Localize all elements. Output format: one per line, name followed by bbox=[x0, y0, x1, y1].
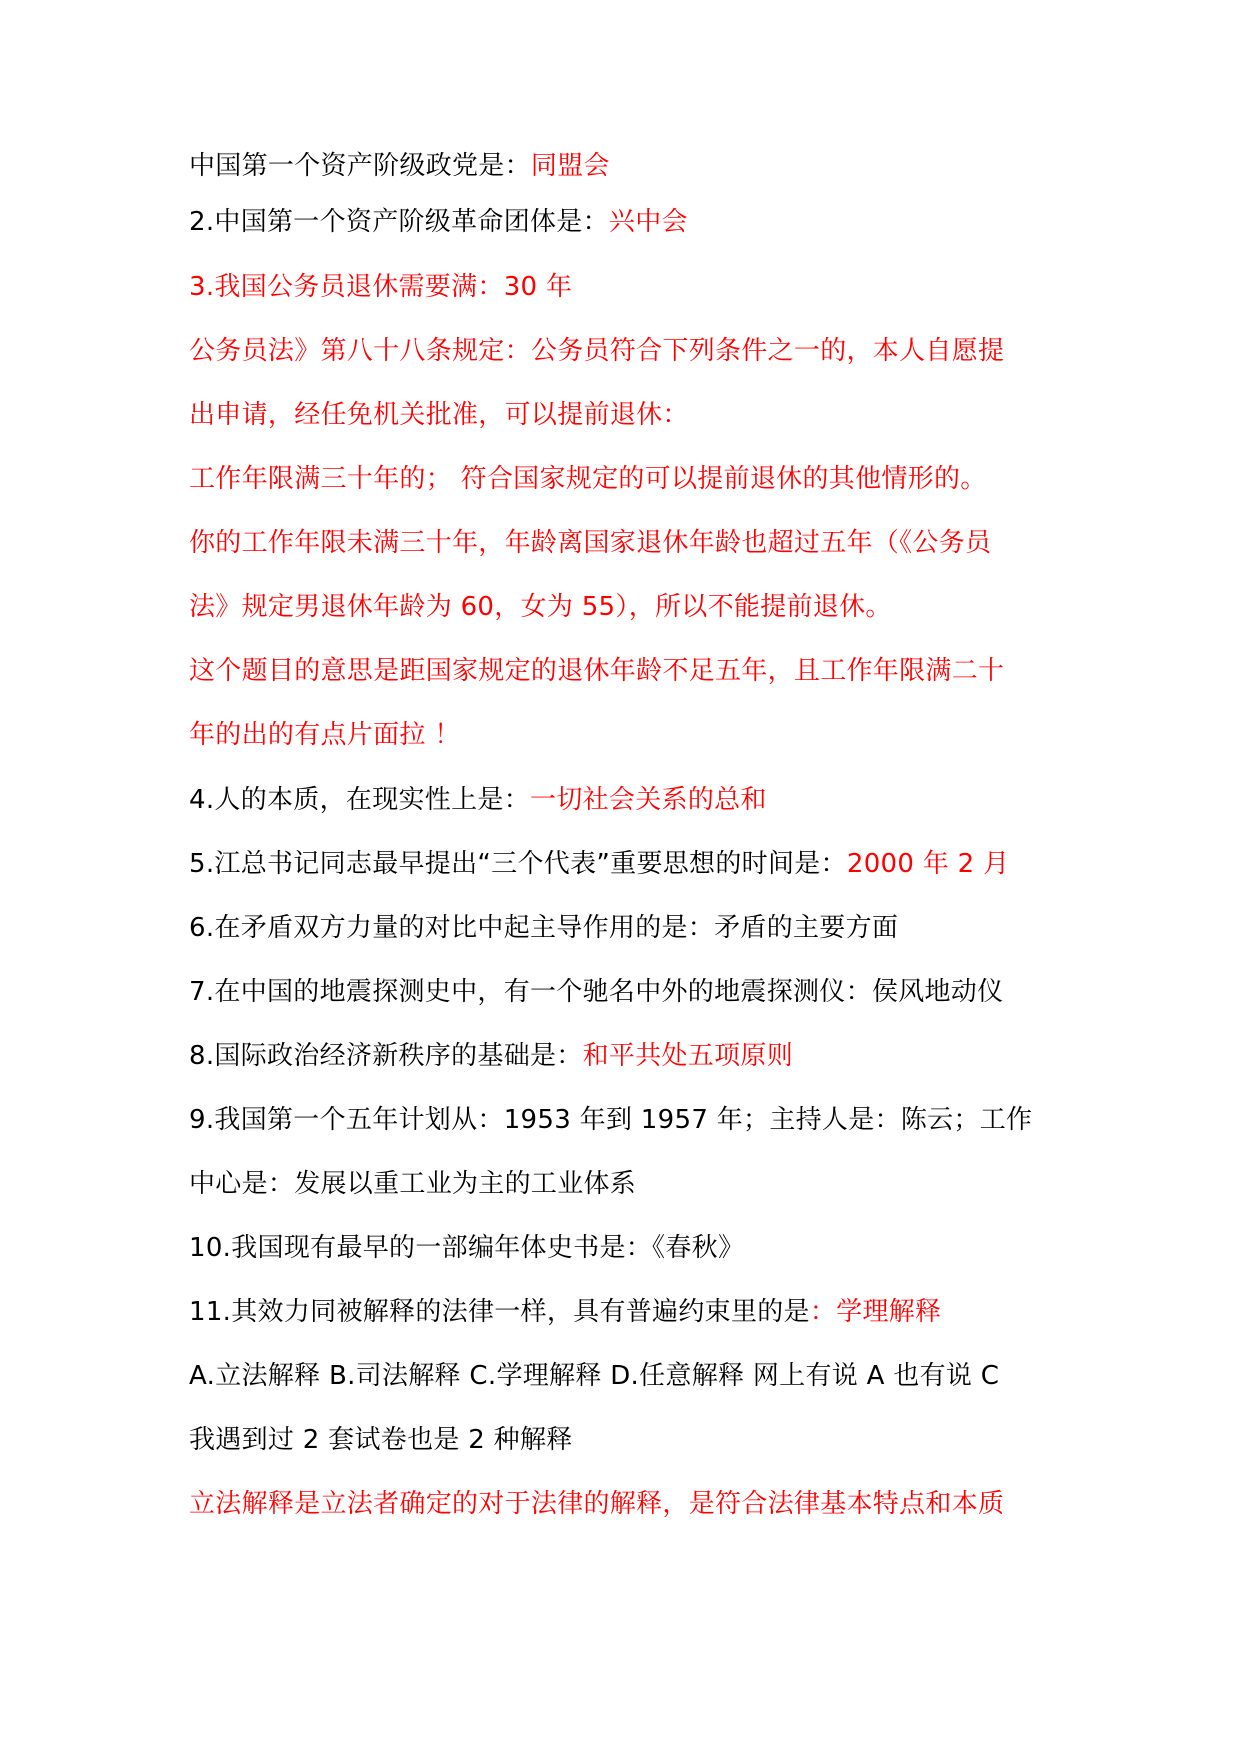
line-text: 6.在矛盾双方力量的对比中起主导作用的是：矛盾的主要方面 bbox=[189, 913, 899, 943]
line-text: 11.其效力同被解释的法律一样，具有普遍约束里的是 bbox=[189, 1297, 810, 1327]
line-text: 2.中国第一个资产阶级革命团体是： bbox=[189, 207, 609, 237]
text-line bbox=[189, 269, 1069, 305]
answer-text: 公务员法》第八十八条规定：公务员符合下列条件之一的，本人自愿提 bbox=[189, 336, 1005, 366]
answer-text: ：学理解释 bbox=[809, 1297, 942, 1327]
line-text: 5.江总书记同志最早提出“三个代表”重要思想的时间是： bbox=[189, 849, 847, 879]
text-line bbox=[189, 1038, 1069, 1074]
answer-text: 你的工作年限未满三十年，年龄离国家退休年龄也超过五年（《公务员 bbox=[189, 528, 992, 558]
text-line bbox=[189, 1358, 1069, 1394]
line-text: 我遇到过 2 套试卷也是 2 种解释 bbox=[189, 1425, 573, 1455]
text-line bbox=[189, 910, 1069, 946]
text-line bbox=[189, 525, 1069, 561]
text-line bbox=[189, 1294, 1069, 1330]
answer-text: 一切社会关系的总和 bbox=[530, 785, 767, 815]
line-text: 中心是：发展以重工业为主的工业体系 bbox=[189, 1169, 637, 1199]
text-line bbox=[189, 717, 1069, 753]
text-line bbox=[189, 1166, 1069, 1202]
text-line bbox=[189, 1230, 1069, 1266]
line-text: 中国第一个资产阶级政党是： bbox=[189, 151, 531, 181]
text-line bbox=[189, 333, 1069, 369]
text-line bbox=[189, 1422, 1069, 1458]
text-line bbox=[189, 782, 1069, 818]
text-line bbox=[189, 589, 1069, 625]
line-text: A.立法解释 B.司法解释 C.学理解释 D.任意解释 网上有说 A 也有说 C bbox=[189, 1361, 1000, 1391]
text-line bbox=[189, 461, 1069, 497]
answer-text: 这个题目的意思是距国家规定的退休年龄不足五年，且工作年限满二十 bbox=[189, 656, 1005, 686]
answer-text: 工作年限满三十年的； 符合国家规定的可以提前退休的其他情形的。 bbox=[189, 464, 987, 494]
text-line bbox=[189, 1102, 1069, 1138]
answer-text: 和平共处五项原则 bbox=[582, 1041, 794, 1071]
answer-text: 同盟会 bbox=[530, 151, 610, 181]
line-text: 10.我国现有最早的一部编年体史书是：《春秋》 bbox=[189, 1233, 745, 1263]
answer-text: 2000 年 2 月 bbox=[846, 849, 1010, 879]
text-line bbox=[189, 1486, 1069, 1522]
text-line bbox=[189, 148, 1069, 184]
answer-text: 法》规定男退休年龄为 60，女为 55），所以不能提前退休。 bbox=[189, 592, 892, 622]
answer-text: 年的出的有点片面拉 ！ bbox=[189, 720, 461, 750]
line-text: 9.我国第一个五年计划从：1953 年到 1957 年；主持人是：陈云；工作 bbox=[189, 1105, 1033, 1135]
answer-text: 出申请，经任免机关批准，可以提前退休： bbox=[189, 400, 689, 430]
text-line bbox=[189, 974, 1069, 1010]
line-text: 8.国际政治经济新秩序的基础是： bbox=[189, 1041, 583, 1071]
line-text: 7.在中国的地震探测史中，有一个驰名中外的地震探测仪：侯风地动仪 bbox=[189, 977, 1004, 1007]
answer-text: 兴中会 bbox=[608, 207, 688, 237]
text-line bbox=[189, 204, 1069, 240]
text-line bbox=[189, 846, 1069, 882]
answer-text: 立法解释是立法者确定的对于法律的解释，是符合法律基本特点和本质 bbox=[189, 1489, 1005, 1519]
line-text: 4.人的本质，在现实性上是： bbox=[189, 785, 531, 815]
answer-text: 3.我国公务员退休需要满：30 年 bbox=[189, 272, 573, 302]
text-line bbox=[189, 653, 1069, 689]
text-line bbox=[189, 397, 1069, 433]
